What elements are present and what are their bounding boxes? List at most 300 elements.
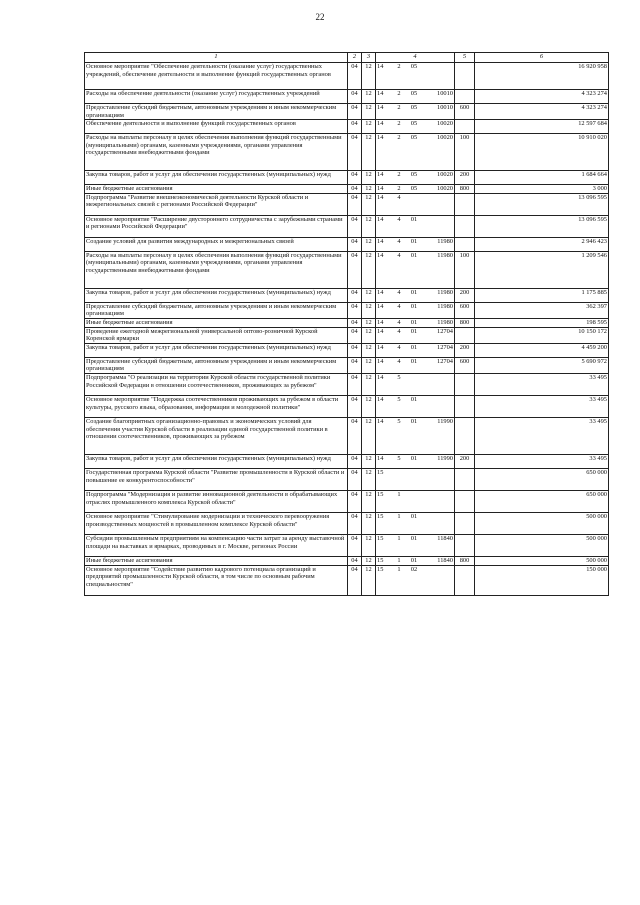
header-col-6: 6 [475,53,609,63]
table-row [85,468,609,490]
row-expense-type [455,63,475,90]
row-target-article [376,534,455,556]
row-expense-type: 800 [455,556,475,565]
row-expense-type: 100 [455,134,475,171]
row-code-section: 04 [348,395,362,417]
table-row [85,120,609,134]
row-code-subsection: 12 [362,318,376,327]
program-code: 14 [377,251,384,259]
row-name: Создание благоприятных организационно-правовых и экономических условий для обеспечения участия Курской области в реализации единой государственной политики в отношении соотечественников, проживающих за рубежом [85,417,348,454]
table-row [85,104,609,120]
table-row [85,134,609,171]
main-event-code: 01 [410,237,418,245]
row-name: Закупка товаров, работ и услуг для обеспечения государственных (муниципальных) нужд [85,171,348,185]
row-expense-type [455,327,475,343]
row-name: Основное мероприятие "Содействие развитию кадрового потенциала организаций и предприятий промышленности Курской области, в том числе по основным рабочим специальностям" [85,565,348,595]
program-code: 14 [377,215,384,223]
main-event-code: 05 [410,90,418,97]
row-amount: 500 000 [475,534,609,556]
subprogram-code: 4 [397,343,401,351]
subprogram-code: 5 [397,373,401,381]
program-code: 15 [377,512,384,520]
subprogram-code: 4 [397,288,401,296]
program-code: 14 [377,302,384,310]
row-code-subsection: 12 [362,237,376,251]
main-event-code: 01 [410,395,418,403]
main-event-code: 01 [410,357,418,365]
row-target-article [376,357,455,373]
direction-code: 10020 [437,185,453,193]
subprogram-code: 2 [397,104,401,111]
main-event-code: 01 [410,417,418,425]
subprogram-code: 5 [397,417,401,425]
row-code-section: 04 [348,134,362,171]
main-event-code [409,374,419,382]
main-event-code: 01 [410,556,418,564]
row-target-article [376,90,455,104]
row-target-article [376,395,455,417]
row-amount: 13 096 595 [475,215,609,237]
row-name: Подпрограмма "О реализации на территории Курской области государственной политики Российской Федерации в отношении соотечественников, проживающих за рубежом" [85,373,348,395]
subprogram-code: 1 [397,556,401,564]
program-code: 14 [377,120,384,128]
row-code-subsection: 12 [362,104,376,120]
main-event-code: 01 [410,318,418,326]
row-code-section: 04 [348,215,362,237]
row-target-article [376,468,455,490]
row-code-subsection: 12 [362,251,376,288]
main-event-code: 05 [410,171,418,179]
program-code: 14 [377,417,384,425]
row-target-article [376,237,455,251]
row-expense-type [455,417,475,454]
row-code-subsection: 12 [362,327,376,343]
direction-code [425,491,453,499]
row-name: Основное мероприятие "Обеспечение деятельности (оказание услуг) государственных учреждений, обеспечение деятельности и выполнение функций государственных органов [85,63,348,90]
direction-code [425,469,453,477]
row-expense-type: 200 [455,454,475,468]
row-amount: 1 684 664 [475,171,609,185]
program-code: 14 [377,237,384,245]
page-number: 22 [315,12,325,22]
row-code-section: 04 [348,120,362,134]
program-code: 15 [377,468,384,476]
direction-code: 11980 [437,237,453,245]
table-row [85,373,609,395]
program-code: 15 [377,565,384,573]
row-amount: 1 209 546 [475,251,609,288]
main-event-code: 05 [410,185,418,193]
subprogram-code: 4 [397,327,401,335]
subprogram-code: 4 [397,357,401,365]
row-name: Иные бюджетные ассигнования [85,556,348,565]
main-event-code: 01 [410,288,418,296]
direction-code [425,374,453,382]
subprogram-code: 2 [397,63,401,70]
program-code: 14 [377,395,384,403]
row-target-article [376,490,455,512]
row-name: Подпрограмма "Развитие внешнеэкономической деятельности Курской области и межрегиональных связей с регионами Российской Федерации" [85,193,348,215]
subprogram-code: 4 [397,237,401,245]
main-event-code: 05 [410,134,418,142]
row-name: Закупка товаров, работ и услуг для обеспечения государственных (муниципальных) нужд [85,288,348,302]
row-target-article [376,185,455,194]
table-header-row [85,53,609,63]
header-col-4: 4 [376,53,455,63]
row-amount: 5 690 972 [475,357,609,373]
row-code-section: 04 [348,556,362,565]
row-amount: 198 595 [475,318,609,327]
subprogram-code: 1 [397,490,401,498]
main-event-code: 05 [410,63,418,70]
row-target-article [376,104,455,120]
program-code: 14 [377,193,384,201]
direction-code: 12704 [437,357,453,365]
table-row [85,490,609,512]
row-target-article [376,565,455,595]
row-code-subsection: 12 [362,512,376,534]
subprogram-code: 2 [397,120,401,128]
direction-code: 11980 [437,288,453,296]
row-target-article [376,417,455,454]
budget-table [84,52,609,596]
row-code-subsection: 12 [362,215,376,237]
table-row [85,395,609,417]
row-code-section: 04 [348,357,362,373]
row-code-subsection: 12 [362,134,376,171]
row-code-subsection: 12 [362,288,376,302]
row-name: Государственная программа Курской области "Развитие промышленности в Курской области и повышение ее конкурентоспособности" [85,468,348,490]
row-code-section: 04 [348,512,362,534]
table-row [85,237,609,251]
row-expense-type [455,215,475,237]
program-code: 14 [377,318,384,326]
row-code-subsection: 12 [362,193,376,215]
row-expense-type [455,193,475,215]
row-name: Предоставление субсидий бюджетным, автономным учреждениям и иным некоммерческим организациям [85,302,348,318]
row-code-subsection: 12 [362,417,376,454]
row-code-section: 04 [348,251,362,288]
main-event-code: 01 [410,512,418,520]
row-code-subsection: 12 [362,556,376,565]
program-code: 14 [377,104,384,111]
header-col-1: 1 [85,53,348,63]
row-code-section: 04 [348,343,362,357]
subprogram-code: 1 [397,534,401,542]
direction-code: 11980 [437,318,453,326]
row-amount: 362 397 [475,302,609,318]
row-code-subsection: 12 [362,468,376,490]
row-amount: 10 910 020 [475,134,609,171]
row-code-subsection: 12 [362,490,376,512]
table-row [85,565,609,595]
direction-code: 11980 [437,302,453,310]
direction-code [425,194,453,202]
row-expense-type: 800 [455,318,475,327]
row-name: Предоставление субсидий бюджетным, автономным учреждениям и иным некоммерческим организациям [85,104,348,120]
main-event-code [409,491,419,499]
header-col-3: 3 [362,53,376,63]
main-event-code: 01 [410,454,418,462]
subprogram-code: 4 [397,251,401,259]
row-amount: 500 000 [475,556,609,565]
program-code: 15 [377,534,384,542]
row-code-section: 04 [348,565,362,595]
row-code-subsection: 12 [362,357,376,373]
program-code: 14 [377,134,384,142]
row-target-article [376,251,455,288]
row-name: Основное мероприятие "Расширение двустороннего сотрудничества с зарубежными странами и регионами Российской Федерации" [85,215,348,237]
row-name: Обеспечение деятельности и выполнение функций государственных органов [85,120,348,134]
subprogram-code: 1 [397,565,401,573]
table-row [85,417,609,454]
row-code-section: 04 [348,373,362,395]
direction-code: 10010 [437,104,453,111]
main-event-code: 01 [410,327,418,335]
row-code-subsection: 12 [362,565,376,595]
main-event-code: 05 [410,104,418,111]
direction-code [425,566,453,574]
row-expense-type [455,534,475,556]
table-row [85,327,609,343]
row-expense-type: 200 [455,171,475,185]
direction-code: 12704 [437,327,453,335]
row-code-section: 04 [348,468,362,490]
subprogram-code: 2 [397,90,401,97]
row-name: Закупка товаров, работ и услуг для обеспечения государственных (муниципальных) нужд [85,454,348,468]
row-target-article [376,193,455,215]
row-name: Расходы на выплаты персоналу в целях обеспечения выполнения функций государственными (муниципальными) органами, казенными учреждениями, органами управления государственными внебюджетными фондами [85,251,348,288]
row-code-section: 04 [348,417,362,454]
row-code-subsection: 12 [362,343,376,357]
direction-code: 11980 [437,251,453,259]
row-code-section: 04 [348,237,362,251]
direction-code: 10020 [437,134,453,142]
program-code: 14 [377,327,384,335]
row-expense-type: 100 [455,251,475,288]
program-code: 15 [377,490,384,498]
main-event-code: 01 [410,534,418,542]
direction-code: 10020 [437,120,453,128]
row-name: Иные бюджетные ассигнования [85,185,348,194]
program-code: 14 [377,373,384,381]
row-name: Подпрограмма "Модернизация и развитие инновационной деятельности в обрабатывающих отраслях промышленного комплекса Курской области" [85,490,348,512]
row-code-section: 04 [348,90,362,104]
row-amount: 16 920 958 [475,63,609,90]
program-code: 14 [377,357,384,365]
table-row [85,318,609,327]
row-expense-type [455,237,475,251]
row-expense-type [455,468,475,490]
row-target-article [376,512,455,534]
row-expense-type: 600 [455,302,475,318]
subprogram-code: 4 [397,193,401,201]
subprogram-code [395,469,403,477]
row-amount: 4 459 200 [475,343,609,357]
subprogram-code: 5 [397,395,401,403]
subprogram-code: 4 [397,318,401,326]
main-event-code: 01 [410,251,418,259]
row-target-article [376,556,455,565]
row-code-subsection: 12 [362,454,376,468]
direction-code [425,396,453,404]
program-code: 14 [377,185,384,193]
row-code-section: 04 [348,171,362,185]
row-target-article [376,171,455,185]
row-expense-type [455,490,475,512]
row-code-section: 04 [348,288,362,302]
row-code-section: 04 [348,185,362,194]
table-row [85,185,609,194]
row-target-article [376,343,455,357]
row-amount: 13 096 595 [475,193,609,215]
row-expense-type [455,512,475,534]
main-event-code: 01 [410,215,418,223]
direction-code: 11990 [437,454,453,462]
table-row [85,343,609,357]
subprogram-code: 5 [397,454,401,462]
row-code-section: 04 [348,302,362,318]
row-expense-type: 200 [455,343,475,357]
table-row [85,288,609,302]
row-code-subsection: 12 [362,63,376,90]
subprogram-code: 4 [397,215,401,223]
row-code-section: 04 [348,193,362,215]
row-target-article [376,120,455,134]
row-name: Закупка товаров, работ и услуг для обеспечения государственных (муниципальных) нужд [85,343,348,357]
row-code-subsection: 12 [362,120,376,134]
table-row [85,556,609,565]
row-code-section: 04 [348,318,362,327]
row-code-subsection: 12 [362,90,376,104]
row-code-subsection: 12 [362,373,376,395]
row-target-article [376,373,455,395]
table-row [85,193,609,215]
program-code: 14 [377,454,384,462]
direction-code: 10010 [437,90,453,97]
main-event-code [409,194,419,202]
table-row [85,302,609,318]
program-code: 14 [377,288,384,296]
row-target-article [376,327,455,343]
direction-code [425,216,453,224]
row-code-section: 04 [348,490,362,512]
main-event-code [409,469,419,477]
row-amount: 3 000 [475,185,609,194]
row-target-article [376,288,455,302]
direction-code: 10020 [437,171,453,179]
row-code-section: 04 [348,104,362,120]
row-code-subsection: 12 [362,171,376,185]
program-code: 15 [377,556,384,564]
row-amount: 33 495 [475,395,609,417]
row-target-article [376,454,455,468]
direction-code [425,513,453,521]
subprogram-code: 2 [397,185,401,193]
program-code: 14 [377,343,384,351]
table-row [85,215,609,237]
table-row [85,534,609,556]
row-amount: 650 000 [475,468,609,490]
table-row [85,251,609,288]
row-name: Предоставление субсидий бюджетным, автономным учреждениям и иным некоммерческим организациям [85,357,348,373]
table-body [85,63,609,596]
table-row [85,454,609,468]
row-target-article [376,215,455,237]
row-expense-type [455,120,475,134]
row-expense-type: 600 [455,104,475,120]
row-name: Основное мероприятие "Стимулирование модернизации и технического перевооружения производственных мощностей в промышленном комплексе Курской области" [85,512,348,534]
row-code-section: 04 [348,63,362,90]
main-event-code: 01 [410,302,418,310]
row-expense-type [455,373,475,395]
row-name: Основное мероприятие "Поддержка соотечественников проживающих за рубежом в области культуры, русского языка, образования, информации и молодежной политики" [85,395,348,417]
subprogram-code: 4 [397,302,401,310]
row-amount: 33 495 [475,373,609,395]
direction-code: 11840 [437,556,453,564]
row-amount: 650 000 [475,490,609,512]
row-code-section: 04 [348,327,362,343]
row-amount: 150 000 [475,565,609,595]
row-expense-type [455,90,475,104]
row-amount: 500 000 [475,512,609,534]
row-expense-type [455,565,475,595]
header-col-5: 5 [455,53,475,63]
subprogram-code: 1 [397,512,401,520]
row-expense-type: 600 [455,357,475,373]
row-code-section: 04 [348,534,362,556]
table-row [85,171,609,185]
subprogram-code: 2 [397,171,401,179]
header-col-2: 2 [348,53,362,63]
direction-code: 12704 [437,343,453,351]
row-target-article [376,134,455,171]
row-name: Создание условий для развития международных и межрегиональных связей [85,237,348,251]
row-code-subsection: 12 [362,302,376,318]
table-row [85,512,609,534]
row-name: Проведение ежегодной межрегиональной универсальной оптово-розничной Курской Коренской ярмарки [85,327,348,343]
row-code-subsection: 12 [362,395,376,417]
row-target-article [376,63,455,90]
direction-code: 11840 [437,534,453,542]
program-code: 14 [377,90,384,97]
row-name: Субсидии промышленным предприятиям на компенсацию части затрат за аренду выставочной площади на выставках и ярмарках, проводимых в г. Москве, регионах России [85,534,348,556]
table-row [85,63,609,90]
row-target-article [376,302,455,318]
main-event-code: 01 [410,343,418,351]
main-event-code: 05 [410,120,418,128]
direction-code [425,63,453,71]
program-code: 14 [377,63,384,70]
row-code-section: 04 [348,454,362,468]
main-event-code: 02 [410,565,418,573]
row-name: Расходы на выплаты персоналу в целях обеспечения выполнения функций государственными (муниципальными) органами, казенными учреждениями, органами управления государственными внебюджетными фондами [85,134,348,171]
row-expense-type [455,395,475,417]
row-amount: 12 597 684 [475,120,609,134]
program-code: 14 [377,171,384,179]
row-expense-type: 200 [455,288,475,302]
row-amount: 4 323 274 [475,90,609,104]
row-amount: 33 495 [475,454,609,468]
row-code-subsection: 12 [362,534,376,556]
row-code-subsection: 12 [362,185,376,194]
row-name: Расходы на обеспечение деятельности (оказание услуг) государственных учреждений [85,90,348,104]
subprogram-code: 2 [397,134,401,142]
row-expense-type: 800 [455,185,475,194]
table-row [85,357,609,373]
table-row [85,90,609,104]
row-amount: 2 946 423 [475,237,609,251]
